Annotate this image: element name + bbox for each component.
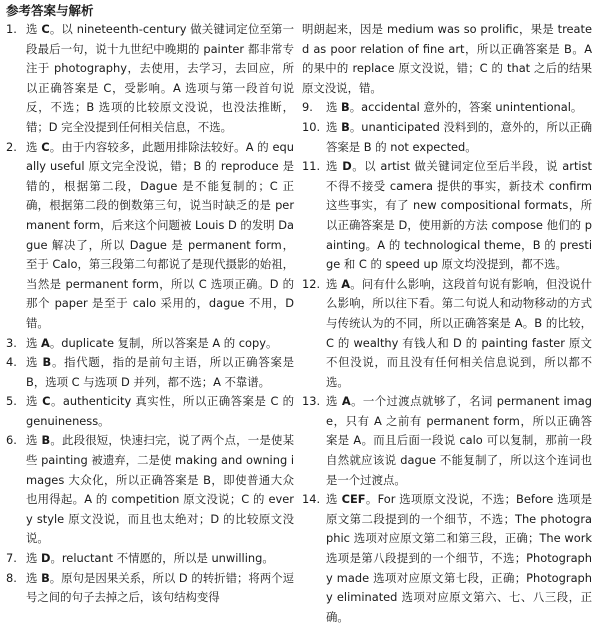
answer-text: 。For 选项原文没说，不选；Before 选项是原文第二段提到的一个细节，不选；The photographic 选项对应原文第二和第三段，正确；The work 选项是第八段提到的一个细节，不选；Photography made 选项对应原文第七段，正确；Photography eliminated 选项对应原文第六、七、八三段，正确。 (326, 492, 592, 624)
answer-item (302, 490, 592, 627)
answer-number: 6. (6, 433, 17, 448)
answer-lead: 选 (326, 492, 342, 507)
answer-lead: 选 (326, 276, 342, 291)
right-column-items (302, 98, 592, 627)
answer-item (302, 118, 592, 157)
answer-letter: A (41, 335, 50, 350)
answer-explanation (326, 392, 592, 490)
answer-lead: 选 (26, 551, 42, 566)
answer-number: 7. (6, 551, 17, 566)
answer-item (302, 392, 592, 490)
answer-explanation (26, 20, 294, 138)
answer-explanation (26, 431, 294, 549)
answer-item (6, 392, 294, 431)
answer-text: 。一个过渡点就够了，名词 permanent image，只有 A 之前有 permanent form，所以正确答案是 A。而且后面一段说 calo 可以复制，那前一段自然就应该说 dague 不能复制了，所以这个连词也是一个过渡点。 (326, 394, 592, 487)
answer-lead: 选 (326, 394, 342, 409)
answer-letter: CEF (341, 492, 366, 507)
answer-explanation (26, 569, 294, 608)
answer-lead: 选 (26, 139, 42, 154)
answer-lead: 选 (326, 119, 342, 134)
answer-item (6, 334, 294, 354)
answer-letter: D (41, 551, 51, 566)
answer-text: 。此段很短，快速扫完，说了两个点，一是使某些 painting 被遗弃，二是使 making and owning images 大众化，所以正确答案是 B，即使普通大众也用得起。A 的 competition 原文没说；C 的 every style 原文没说，而且也太绝对；D 的比较原文没说。 (26, 433, 294, 546)
answer-letter: C (42, 394, 51, 409)
answer-number: 10. (302, 119, 321, 134)
right-column (302, 20, 592, 627)
answer-lead: 选 (26, 355, 43, 370)
answer-lead: 选 (26, 335, 42, 350)
answer-item (302, 275, 592, 393)
answer-explanation (326, 157, 592, 275)
answer-item (6, 549, 294, 569)
answer-explanation (26, 334, 294, 354)
answer-letter: C (41, 139, 50, 154)
answer-letter: B (41, 570, 50, 585)
answer-letter: D (342, 159, 352, 174)
answer-item (302, 98, 592, 118)
answer-text: 。reluctant 不情愿的，所以是 unwilling。 (50, 551, 274, 566)
answer-item (6, 353, 294, 392)
answer-number: 2. (6, 139, 17, 154)
answer-number: 8. (6, 570, 17, 585)
answer-explanation (326, 118, 592, 157)
page-title: 参考答案与解析 (6, 3, 94, 18)
answer-number: 12. (302, 276, 321, 291)
answer-lead: 选 (326, 159, 343, 174)
answer-explanation (26, 138, 294, 334)
answer-lead: 选 (326, 100, 342, 115)
answer-text: 。duplicate 复制，所以答案是 A 的 copy。 (49, 335, 278, 350)
answer-item (6, 138, 294, 334)
answer-letter: B (341, 119, 350, 134)
answer-number: 1. (6, 22, 17, 36)
answer-item (302, 157, 592, 275)
answer-letter: A (341, 276, 351, 291)
answer-explanation (26, 549, 294, 569)
left-column (6, 20, 294, 627)
two-column-body (6, 20, 592, 627)
answer-text: 。authenticity 真实性，所以正确答案是 C 的 genuineness。 (26, 394, 295, 428)
answer-lead: 选 (26, 570, 42, 585)
answer-letter: B (42, 355, 52, 370)
answer-item (6, 431, 294, 549)
answer-number: 9. (302, 100, 313, 115)
answer-number: 5. (6, 394, 17, 409)
answer-letter: C (41, 22, 50, 36)
answer-number: 11. (302, 159, 321, 174)
answer-item (6, 569, 294, 608)
answer-text: 。以 artist 做关键词定位至后半段，说 artist 不得不接受 camera 提供的事实，新技术 confirm 这些事实，有了 new compositional formats，所以正确答案是 D，使用新的方法 compose 他们的 painting。A 的 technological theme，B 的 prestige 和 C 的 speed up 原文均没提到，都不选。 (326, 159, 592, 272)
answer-lead: 选 (26, 433, 42, 448)
answer-explanation (326, 275, 592, 393)
answer-text: 。问有什么影响，这段首句说有影响，但没说什么影响，所以往下看。第二句说人和动物移动的方式与传统认为的不同，所以正确答案是 A。B 的比较，C 的 wealthy 有钱人和 D 的 painting faster 原文不但没说，而且没有任何相关信息说到，所以都不选。 (326, 276, 592, 389)
answer-text: 。由于内容较多，此题用排除法较好。A 的 equally useful 原文完全没说，错；B 的 reproduce 是错的，根据第二段，Dague 是不能复制的；C 正确，根据第二段的倒数第三句，说当时缺乏的是 permanent form，后来这个问题被 Louis D 的发明 Dague 解决了，所以 Dague 是 permanent form，至于 Calo，第三段第二句都说了是现代摄影的始祖，当然是 permanent form，所以 C 选项正确。D 的那个 paper 是至于 calo 采用的，dague 不用，D 错。 (26, 139, 294, 330)
answer-letter: B (341, 100, 350, 115)
answer-text: 。指代题，指的是前句主语，所以正确答案是 B，选项 C 与选项 D 并列，都不选；A 不靠谱。 (26, 355, 294, 389)
answer-explanation (326, 98, 592, 118)
answer-item (6, 20, 294, 138)
answer-lead: 选 (26, 394, 43, 409)
answer-letter: A (341, 394, 351, 409)
answer-text: 。以 nineteenth-century 做关键词定位至第一段最后一句，说十九世纪中晚期的 painter 都非常专注于 photography，去使用，去学习，去回应，所以正确答案是 C，受影响。A 选项与第一段首句说反，不选；B 选项的比较原文没说，也没法推断，错；D 完全没提到任何相关信息，不选。 (26, 22, 294, 134)
answer-text: 。原句是因果关系，所以 D 的转折错；将两个逗号之间的句子去掉之后，该句结构变得 (26, 570, 295, 605)
answer-explanation (26, 353, 294, 392)
answer-letter: B (41, 433, 51, 448)
answer-explanation (26, 392, 294, 431)
answer-text: 。accidental 意外的，答案 unintentional。 (349, 100, 583, 115)
answer-number: 14. (302, 492, 321, 507)
answer-explanation (326, 490, 592, 627)
answer-lead: 选 (26, 22, 42, 36)
answer-number: 13. (302, 394, 321, 409)
answer-number: 4. (6, 355, 17, 370)
answer-8-continuation: 明朗起来，因是 medium was so prolific，果是 treated as poor relation of fine art，所以正确答案是 B。A 的果中的 replace 原文没说，错；C 的 that 之后的结果原文没说，错。 (302, 22, 592, 95)
answer-number: 3. (6, 335, 17, 350)
answer-text: 。unanticipated 没料到的，意外的，所以正确答案是 B 的 not expected。 (326, 119, 593, 154)
